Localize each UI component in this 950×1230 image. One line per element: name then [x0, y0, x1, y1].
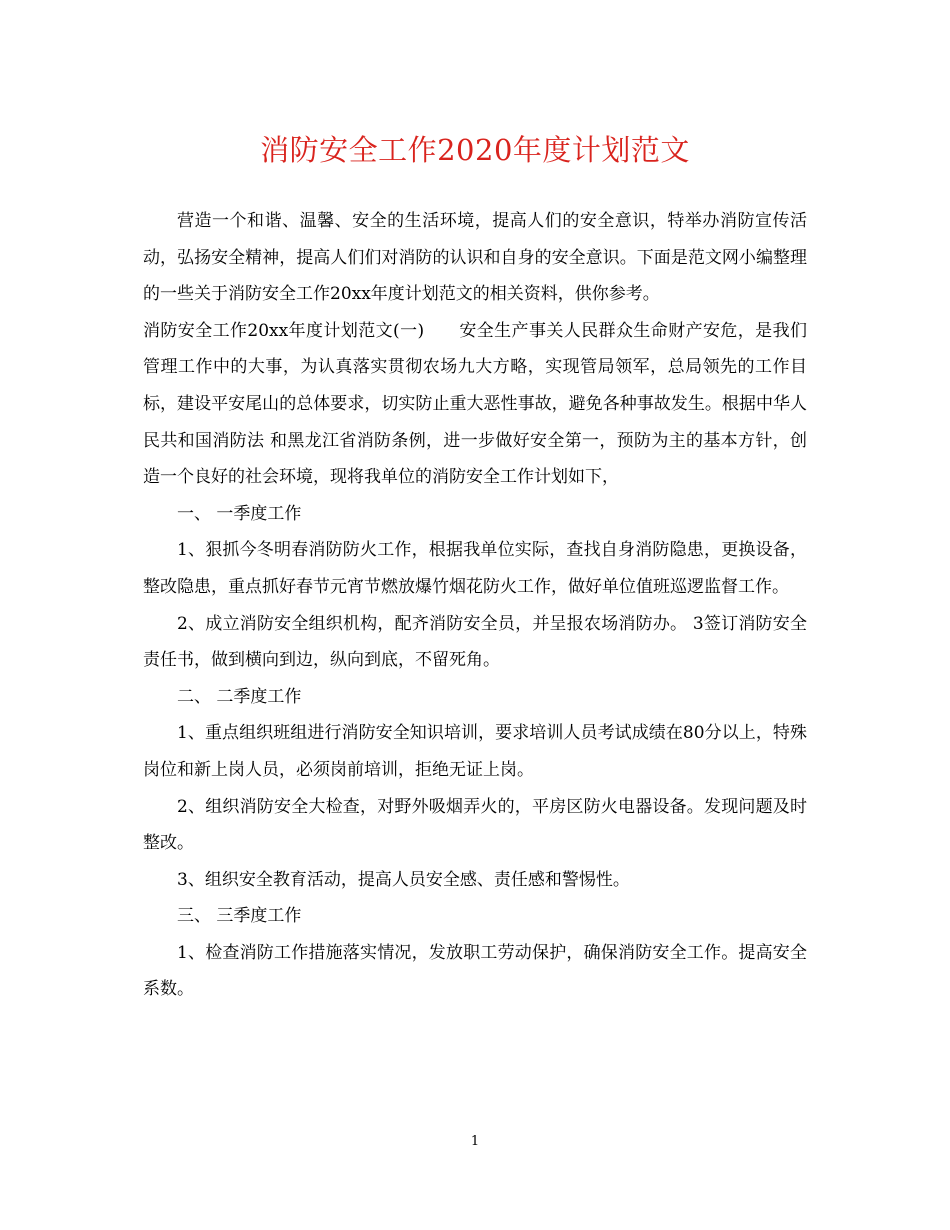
- q3-item-1: 1、检查消防工作措施落实情况，发放职工劳动保护，确保消防安全工作。提高安全系数。: [143, 942, 807, 1000]
- q2-item-2: 2、组织消防安全大检查，对野外吸烟弄火的，平房区防火电器设备。发现问题及时整改。: [143, 796, 807, 854]
- intro-paragraph: 营造一个和谐、温馨、安全的生活环境，提高人们的安全意识，特举办消防宣传活动，弘扬安全精神，提高人们们对消防的认识和自身的安全意识。下面是范文网小编整理的一些关于消防安全工作20xx年度计划范文的相关资料，供你参考。: [143, 211, 807, 305]
- section-heading-q2: 二、 二季度工作: [177, 686, 302, 707]
- document-body: [143, 203, 807, 1008]
- q2-item-3: 3、组织安全教育活动，提高人员安全感、责任感和警惕性。: [177, 869, 630, 890]
- section-heading-q3: 三、 三季度工作: [177, 906, 302, 927]
- q1-item-2: 2、成立消防安全组织机构，配齐消防安全员，并呈报农场消防办。 3签订消防安全责任书，做到横向到边，纵向到底，不留死角。: [143, 613, 807, 671]
- section-heading-q1: 一、 一季度工作: [177, 503, 302, 524]
- q1-item-1: 1、狠抓今冬明春消防防火工作，根据我单位实际，查找自身消防隐患，更换设备，整改隐患，重点抓好春节元宵节燃放爆竹烟花防火工作，做好单位值班巡逻监督工作。: [143, 540, 807, 597]
- q2-item-1: 1、重点组织班组进行消防安全知识培训，要求培训人员考试成绩在80分以上，特殊岗位和新上岗人员，必须岗前培训，拒绝无证上岗。: [143, 723, 807, 780]
- page-number: 1: [470, 1134, 480, 1149]
- plan-intro-paragraph: 消防安全工作20xx年度计划范文(一) 安全生产事关人民群众生命财产安危，是我们管理工作中的大事，为认真落实贯彻农场九大方略，实现管局领军，总局领先的工作目标，建设平安尾山的总体要求，切实防止重大恶性事故，避免各种事故发生。根据中华人民共和国消防法 和黑龙江省消防条例，进一步做好安全第一，预防为主的基本方针，创造一个良好的社会环境，现将我单位的消防安全工作计划如下，: [143, 320, 807, 488]
- document-title: 消防安全工作2020年度计划范文: [260, 133, 690, 167]
